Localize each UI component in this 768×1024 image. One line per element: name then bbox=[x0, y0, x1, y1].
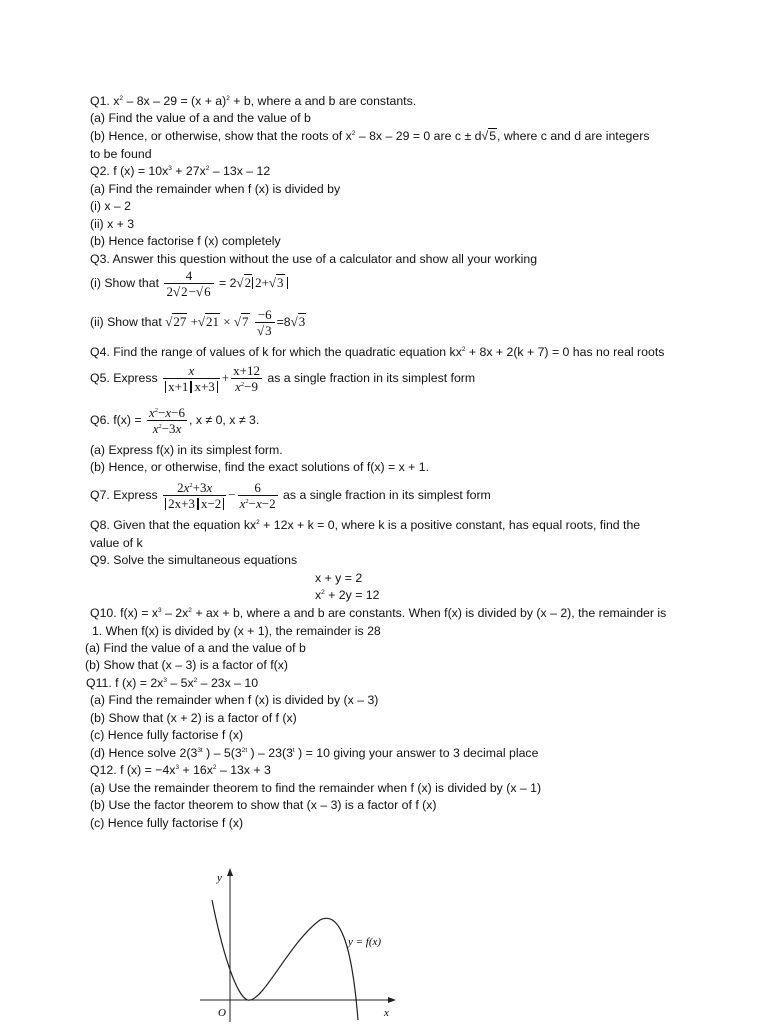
q10-stem: Q10. $f(x) = x^3 - 2x^2$ + ax + b, where a and b are constants. When f(x) is divided by (x – 2), the remainder is bbox=[90, 606, 667, 620]
q7-stem: Q7. Express $\frac{2x^2+3x}{2x+3 x-2}$ − $\frac{6}{x^2-x-2}$ as a single fraction in its simplest form bbox=[90, 480, 491, 511]
q6-stem: Q6. f(x) = $\frac{x^2-x-6}{x^2-3x}$ , x ≠ 0, x ≠ 3. bbox=[90, 405, 260, 436]
q2-part-a-i: (i) x – 2 bbox=[90, 199, 131, 213]
q6-part-b: (b) Hence, or otherwise, find the exact solutions of f(x) = x + 1. bbox=[90, 460, 430, 474]
q2-part-b: (b) Hence factorise f (x) completely bbox=[90, 234, 281, 248]
y-axis bbox=[227, 868, 233, 1022]
curve-label: y = f(x) bbox=[348, 936, 382, 948]
q12-stem: Q12. f $(x) = -4x^3 + 16x^2 - 13x + 3$ bbox=[90, 763, 271, 777]
q5-fraction-2: $\frac{x+12}{x^2-9}$ bbox=[233, 363, 260, 394]
q8-stem-cont: value of k bbox=[90, 536, 143, 550]
q11-part-b: (b) Show that (x + 2) is a factor of f (x) bbox=[90, 711, 297, 725]
q10-stem-cont: 1. When f(x) is divided by (x + 1), the remainder is 28 bbox=[92, 624, 381, 638]
q9-equation-2: $x^2 + 2y = 12$ bbox=[315, 588, 380, 602]
x-axis bbox=[200, 997, 396, 1003]
q6-fraction: $\frac{x^2-x-6}{x^2-3x}$ bbox=[149, 405, 186, 436]
q5-fraction-1: $\frac{x}{x+1 x+3}$ bbox=[163, 363, 220, 394]
q9-stem: Q9. Solve the simultaneous equations bbox=[90, 553, 298, 567]
q11-part-a: (a) Find the remainder when f (x) is divided by (x – 3) bbox=[90, 693, 379, 707]
q11-part-c: (c) Hence fully factorise f (x) bbox=[90, 728, 244, 742]
q1-stem: Q1. $x^2 - 8x - 29 = (x + a)^2 + b$, where a and b are constants. bbox=[90, 94, 417, 108]
y-axis-label: y bbox=[217, 872, 222, 884]
q4-stem: Q4. Find the range of values of k for which the quadratic equation $kx^2 + 8x + 2(k + 7) = 0$ has no real roots bbox=[90, 345, 665, 359]
q11-part-d: (d) Hence solve $2(3^{3t}$ ) – $5(3^{2t}$ ) – 23(3$^t$ ) = 10 giving your answer to 3 decimal place bbox=[90, 746, 539, 760]
x-axis-label: x bbox=[384, 1007, 389, 1019]
q9-equation-1: x + y = 2 bbox=[315, 571, 363, 585]
q2-part-a-ii: (ii) x + 3 bbox=[90, 217, 135, 231]
q2-part-a: (a) Find the remainder when f (x) is divided by bbox=[90, 182, 341, 196]
q2-stem: Q2. f $(x) = 10x^3 + 27x^2 - 13x - 12$ bbox=[90, 164, 271, 178]
q1-part-a: (a) Find the value of a and the value of b bbox=[90, 111, 311, 125]
q3-stem: Q3. Answer this question without the use of a calculator and show all your working bbox=[90, 252, 538, 266]
q5-stem: Q5. Express $\frac{x}{x+1 x+3}$ + $\frac{x+12}{x^2-9}$ as a single fraction in its simplest form bbox=[90, 363, 476, 394]
function-graph bbox=[190, 860, 410, 1024]
q11-stem: Q11. f $(x) = 2x^3 - 5x^2 - 23x - 10$ bbox=[86, 676, 259, 690]
q3-i-fraction: $\frac{4}{2√2-√6}$ bbox=[164, 268, 213, 299]
q3-ii-fraction: $\frac{-6}{√3}$ bbox=[255, 307, 275, 338]
q7-fraction-1: $\frac{2x^2+3x}{2x+3 x-2}$ bbox=[163, 480, 226, 511]
q10-part-b: (b) Show that (x – 3) is a factor of f(x) bbox=[85, 658, 288, 672]
q1-part-b-cont: to be found bbox=[90, 147, 152, 161]
q8-stem: Q8. Given that the equation $kx^2 + 12x + k = 0$, where k is a positive constant, has equal roots, find the bbox=[90, 518, 641, 532]
q6-part-a: (a) Express f(x) in its simplest form. bbox=[90, 443, 283, 457]
q3-part-i: (i) Show that $\frac{4}{2√2-√6}$ = 2√2 2+√3 bbox=[90, 268, 288, 299]
q7-fraction-2: $\frac{6}{x^2-x-2}$ bbox=[239, 480, 276, 511]
q3-part-ii: (ii) Show that √27 +√21 × √7 $\frac{-6}{√3}$ =8√3 bbox=[90, 307, 306, 338]
q12-part-a: (a) Use the remainder theorem to find the remainder when f (x) is divided by (x – 1) bbox=[90, 781, 542, 795]
q1-part-b: (b) Hence, or otherwise, show that the roots of $x^2 - 8x - 29 = 0$ are c ± d√5, where c and d are integers bbox=[90, 129, 650, 143]
q12-part-c: (c) Hence fully factorise f (x) bbox=[90, 816, 244, 830]
curve-f bbox=[212, 900, 358, 1020]
q12-part-b: (b) Use the factor theorem to show that (x – 3) is a factor of f (x) bbox=[90, 798, 437, 812]
origin-label: O bbox=[218, 1007, 226, 1019]
q10-part-a: (a) Find the value of a and the value of b bbox=[85, 641, 306, 655]
